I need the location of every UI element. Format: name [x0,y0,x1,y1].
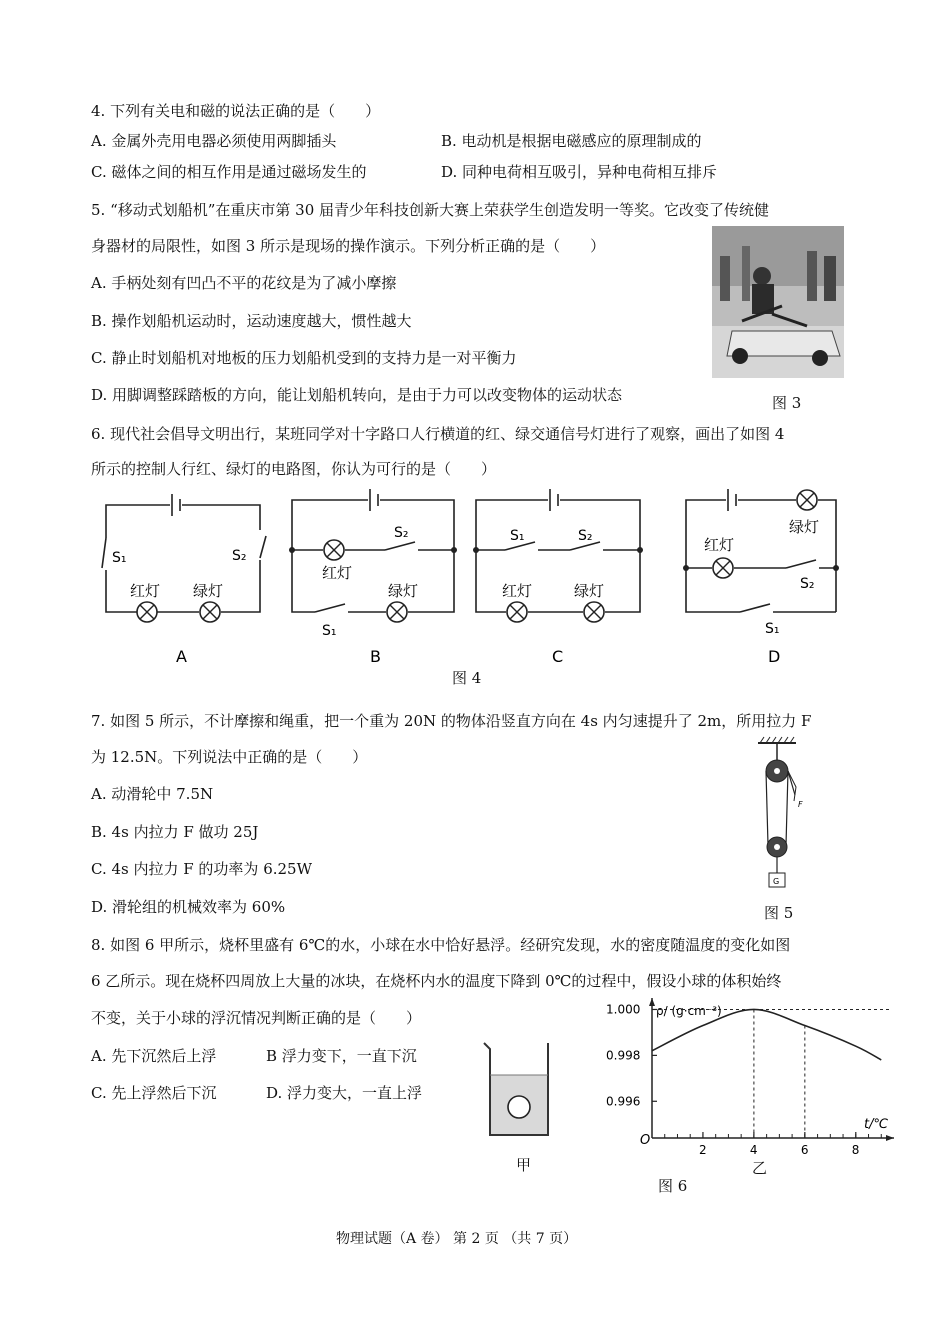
figure3-caption: 图 3 [772,394,802,412]
circuit-a-letter: A [176,647,187,666]
q6-stem-line2: 所示的控制人行红、绿灯的电路图，你认为可行的是（ ） [91,460,497,478]
y-tick-label: 0.996 [606,1094,641,1109]
circuit-a-s2-label: S₂ [232,548,247,564]
y-tick-label: 0.998 [606,1048,641,1063]
circuit-d-s2-label: S₂ [800,576,815,592]
circuit-c-red-lamp-icon [507,602,527,622]
circuit-b [292,489,454,612]
q8-stem-line3: 不变，关于小球的浮沉情况判断正确的是（ ） [91,1009,422,1027]
circuit-b-green-label: 绿灯 [388,582,419,600]
circuit-b-letter: B [370,647,381,666]
q7-option-b: B. 4s 内拉力 F 做功 25J [91,823,259,841]
q7-option-a: A. 动滑轮中 7.5N [91,785,214,803]
q7-option-c: C. 4s 内拉力 F 的功率为 6.25W [91,860,313,878]
circuit-c-letter: C [552,647,564,666]
circuit-c [476,489,640,612]
circuit-b-red-label: 红灯 [322,564,353,582]
circuit-d-green-label: 绿灯 [789,518,820,536]
q5-option-b: B. 操作划船机运动时，运动速度越大，惯性越大 [91,312,412,330]
figure4-circuits [0,480,950,670]
x-tick-label: 2 [698,1143,707,1157]
figure5-caption: 图 5 [764,904,794,922]
figure4-caption: 图 4 [452,669,482,687]
q8-option-b: B 浮力变下，一直下沉 [266,1047,417,1065]
q8-stem-line1: 8. 如图 6 甲所示，烧杯里盛有 6℃的水，小球在水中恰好悬浮。经研究发现，水的密度随温度的变化如图 [91,936,791,954]
circuit-d-red-label: 红灯 [704,536,735,554]
origin-label: O [640,1133,651,1148]
circuit-c-s2-label: S₂ [578,528,593,544]
beaker-caption: 甲 [516,1156,532,1174]
x-axis-arrow [886,1135,894,1141]
circuit-b-green-lamp-icon [387,602,407,622]
q4-option-a: A. 金属外壳用电器必须使用两脚插头 [91,132,337,150]
chart-caption: 乙 [752,1159,768,1177]
figure6-beaker [478,1035,558,1140]
figure5-pulley-system [748,735,818,900]
q5-option-d: D. 用脚调整踩踏板的方向，能让划船机转向，是由于力可以改变物体的运动状态 [91,386,623,404]
q4-stem: 4. 下列有关电和磁的说法正确的是（ ） [91,102,381,120]
y-axis-arrow [649,998,655,1006]
circuit-c-red-label: 红灯 [502,582,533,600]
circuit-c-s1-label: S₁ [510,528,525,544]
rowing-machine-photo [712,226,844,378]
q7-option-d: D. 滑轮组的机械效率为 60% [91,898,286,916]
q5-stem-line2: 身器材的局限性，如图 3 所示是现场的操作演示。下列分析正确的是（ ） [91,237,606,255]
circuit-a-green-label: 绿灯 [193,582,224,600]
circuit-a-red-lamp-icon [137,602,157,622]
circuit-d-red-lamp-icon [713,558,733,578]
circuit-c-green-lamp-icon [584,602,604,622]
q8-option-a: A. 先下沉然后上浮 [91,1047,217,1065]
circuit-d-s1-label: S₁ [765,621,780,637]
circuit-a-green-lamp-icon [200,602,220,622]
y-tick-label: 1.000 [606,1002,641,1017]
circuit-b-s2-label: S₂ [394,525,409,541]
q5-option-a: A. 手柄处刻有凹凸不平的花纹是为了减小摩擦 [91,274,397,292]
q5-option-c: C. 静止时划船机对地板的压力划船机受到的支持力是一对平衡力 [91,349,517,367]
x-tick-label: 4 [749,1143,758,1157]
circuit-b-red-lamp-icon [324,540,344,560]
q4-option-d: D. 同种电荷相互吸引，异种电荷相互排斥 [441,163,718,181]
circuit-a-s1-label: S₁ [112,550,127,566]
x-tick-label: 6 [800,1143,809,1157]
q8-stem-line2: 6 乙所示。现在烧杯四周放上大量的冰块，在烧杯内水的温度下降到 0℃的过程中，假设小球的体积始终 [91,972,782,990]
q8-option-c: C. 先上浮然后下沉 [91,1084,217,1102]
y-axis-label: ρ/ (g·cm⁻³) [656,1004,722,1018]
rowing-machine-illustration [712,226,844,378]
circuit-b-s1-label: S₁ [322,623,337,639]
q7-stem-line2: 为 12.5N。下列说法中正确的是（ ） [91,748,368,766]
q7-stem-line1: 7. 如图 5 所示，不计摩擦和绳重，把一个重为 20N 的物体沿竖直方向在 4s 内匀速提升了 2m，所用拉力 F [91,712,812,730]
ball-icon [508,1096,530,1118]
circuit-c-green-label: 绿灯 [574,582,605,600]
circuit-d-letter: D [768,647,781,666]
weight-label: G [773,877,780,886]
q5-stem-line1: 5. “移动式划船机”在重庆市第 30 届青少年科技创新大赛上荣获学生创造发明一等奖。它改变了传统健 [91,201,770,219]
circuit-d-green-lamp-icon [797,490,817,510]
x-tick-label: 8 [851,1143,860,1157]
x-axis-label: t/℃ [864,1117,889,1132]
q6-stem-line1: 6. 现代社会倡导文明出行，某班同学对十字路口人行横道的红、绿交通信号灯进行了观察，画出了如图 4 [91,425,785,443]
circuit-a-red-label: 红灯 [130,582,161,600]
q8-option-d: D. 浮力变大，一直上浮 [266,1084,423,1102]
density-chart [600,995,900,1180]
figure6-caption: 图 6 [658,1177,688,1195]
q4-option-c: C. 磁体之间的相互作用是通过磁场发生的 [91,163,367,181]
q4-option-b: B. 电动机是根据电磁感应的原理制成的 [441,132,702,150]
page-footer: 物理试题（A 卷） 第 2 页 （共 7 页） [336,1231,578,1247]
force-label: F [798,800,803,809]
